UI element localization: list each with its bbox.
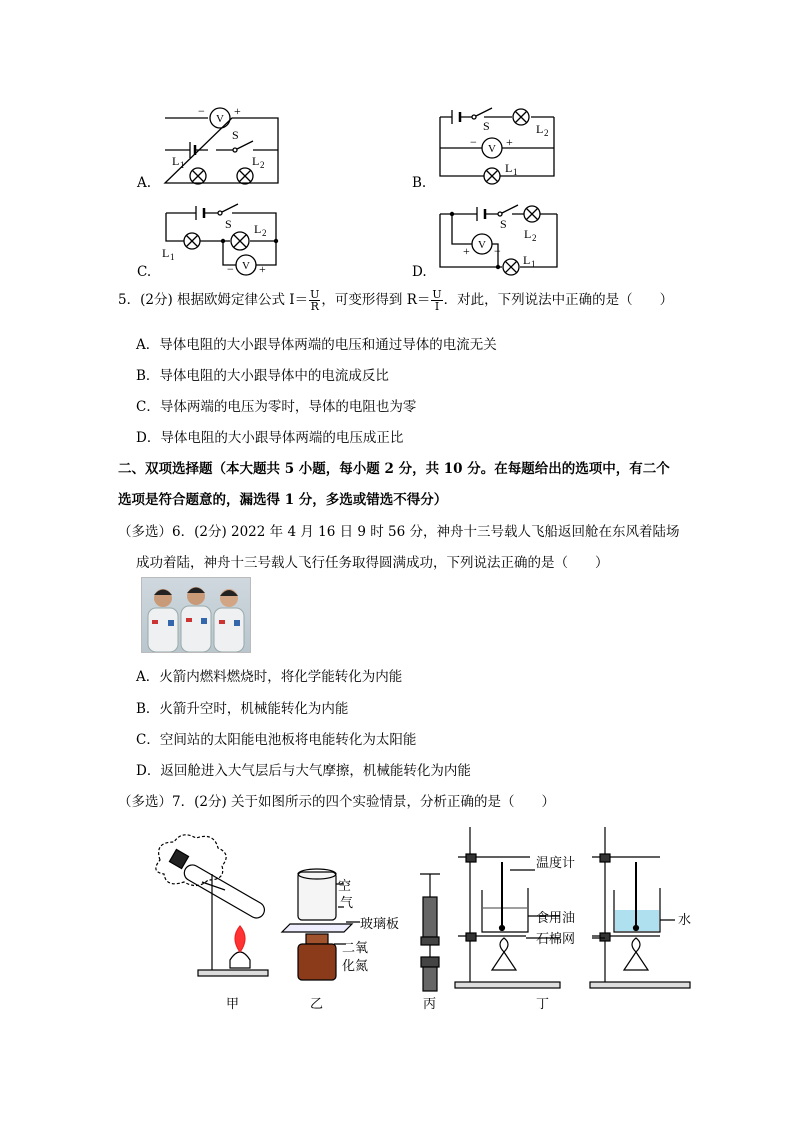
label-cooking-oil: 食用油 — [536, 910, 576, 925]
lamp-l2-label: L — [524, 227, 532, 241]
plus-sign: + — [506, 135, 513, 149]
voltmeter-symbol: V — [478, 239, 486, 251]
fraction-denominator: R — [310, 300, 319, 313]
label-no2-2: 化氮 — [342, 958, 369, 973]
minus-sign: − — [494, 244, 501, 258]
fraction-numerator: U — [432, 288, 442, 301]
caption-yi: 乙 — [310, 996, 324, 1011]
label-glass-plate: 玻璃板 — [360, 916, 400, 931]
q5-option-b[interactable]: B．导体电阻的大小跟导体中的电流成反比 — [136, 368, 389, 384]
section-2-heading-line1: 二、双项选择题（本大题共 5 小题，每小题 2 分，共 10 分。在每题给出的选项中，有二个 — [118, 461, 670, 477]
lamp-l1-label: L — [523, 253, 531, 267]
caption-bing: 丙 — [423, 996, 437, 1011]
plus-sign: + — [259, 262, 266, 276]
lamp-l2-label: L — [254, 222, 262, 236]
lamp-l2-sub: 2 — [532, 233, 537, 243]
q6-option-b[interactable]: B．火箭升空时，机械能转化为内能 — [136, 701, 349, 717]
lamp-l1-label: L — [172, 154, 180, 168]
caption-ding: 丁 — [536, 996, 550, 1011]
q4-option-b-label[interactable]: B. — [412, 175, 427, 191]
experiment-bing — [420, 874, 440, 991]
q5-option-d[interactable]: D．导体电阻的大小跟导体两端的电压成正比 — [136, 430, 404, 446]
label-water: 水 — [678, 912, 692, 927]
label-air-2: 气 — [340, 895, 354, 910]
plus-sign: + — [463, 244, 470, 258]
lamp-l1-sub: 1 — [180, 160, 185, 170]
q5-option-a[interactable]: A．导体电阻的大小跟导体两端的电压和通过导体的电流无关 — [136, 337, 497, 353]
q4-option-d-label[interactable]: D. — [412, 264, 427, 280]
q5-stem-middle: ，可变形得到 R＝ — [321, 292, 431, 308]
astronauts-illustration — [142, 578, 250, 652]
q4-option-a-label[interactable]: A. — [137, 175, 152, 191]
circuit-diagram-a — [150, 103, 290, 191]
q6-option-a[interactable]: A．火箭内燃料燃烧时，将化学能转化为内能 — [136, 669, 403, 685]
minus-sign: − — [227, 262, 234, 276]
switch-label: S — [225, 217, 232, 231]
q5-option-c[interactable]: C．导体两端的电压为零时，导体的电阻也为零 — [136, 399, 417, 415]
voltmeter-symbol: V — [216, 113, 224, 125]
formula-r-fraction — [431, 289, 442, 312]
experiment-ding-water — [590, 827, 690, 988]
lamp-l2-label: L — [536, 122, 544, 136]
circuit-diagram-d — [432, 200, 562, 282]
minus-sign: − — [470, 135, 477, 149]
q6-stem-line1: （多选）6．(2分) 2022 年 4 月 16 日 9 时 56 分，神舟十三号载人飞船返回舱在东风着陆场 — [118, 524, 680, 540]
fraction-numerator: U — [310, 288, 320, 301]
lamp-l1-sub: 1 — [513, 167, 518, 177]
label-asbestos-net: 石棉网 — [536, 931, 576, 946]
lamp-l1-sub: 1 — [531, 259, 536, 269]
voltmeter-symbol: V — [242, 260, 250, 272]
circuit-diagram-b — [432, 101, 562, 191]
q4-option-c-label[interactable]: C. — [137, 264, 152, 280]
q7-stem: （多选）7．(2分) 关于如图所示的四个实验情景，分析正确的是（ ） — [118, 794, 556, 810]
q6-option-c[interactable]: C．空间站的太阳能电池板将电能转化为太阳能 — [136, 732, 417, 748]
label-no2-1: 二氧 — [342, 940, 369, 955]
section-2-heading-line2: 选项是符合题意的，漏选得 1 分，多选或错选不得分） — [118, 492, 448, 508]
q5-stem-suffix: ．对此，下列说法中正确的是（ ） — [443, 292, 674, 308]
switch-label: S — [483, 119, 490, 133]
q6-option-d[interactable]: D．返回舱进入大气层后与大气摩擦，机械能转化为内能 — [136, 763, 471, 779]
astronauts-photo — [141, 577, 251, 653]
lamp-l1-label: L — [505, 161, 513, 175]
caption-jia: 甲 — [226, 996, 240, 1011]
q5-stem — [118, 288, 673, 312]
circuit-diagram-c — [158, 201, 283, 281]
experiment-ding-oil — [455, 827, 560, 988]
switch-label: S — [500, 217, 507, 231]
lamp-l2-sub: 2 — [262, 228, 267, 238]
lamp-l1-label: L — [162, 246, 170, 260]
lamp-l2-label: L — [252, 154, 260, 168]
lamp-l1-sub: 1 — [170, 252, 175, 262]
label-thermometer: 温度计 — [536, 855, 576, 870]
plus-sign: + — [234, 104, 241, 118]
lamp-l2-sub: 2 — [544, 128, 549, 138]
q7-experiments-figure — [130, 822, 700, 1017]
q6-stem-line2: 成功着陆，神舟十三号载人飞行任务取得圆满成功，下列说法正确的是（ ） — [136, 555, 609, 571]
formula-i-fraction — [309, 289, 320, 312]
minus-sign: − — [198, 104, 205, 118]
voltmeter-symbol: V — [488, 143, 496, 155]
lamp-l2-sub: 2 — [260, 160, 265, 170]
fraction-denominator: I — [434, 300, 440, 313]
switch-label: S — [232, 128, 239, 142]
experiment-jia — [156, 835, 268, 976]
label-air-1: 空 — [338, 878, 352, 893]
q5-stem-prefix: 5．(2分) 根据欧姆定律公式 I＝ — [118, 292, 309, 308]
